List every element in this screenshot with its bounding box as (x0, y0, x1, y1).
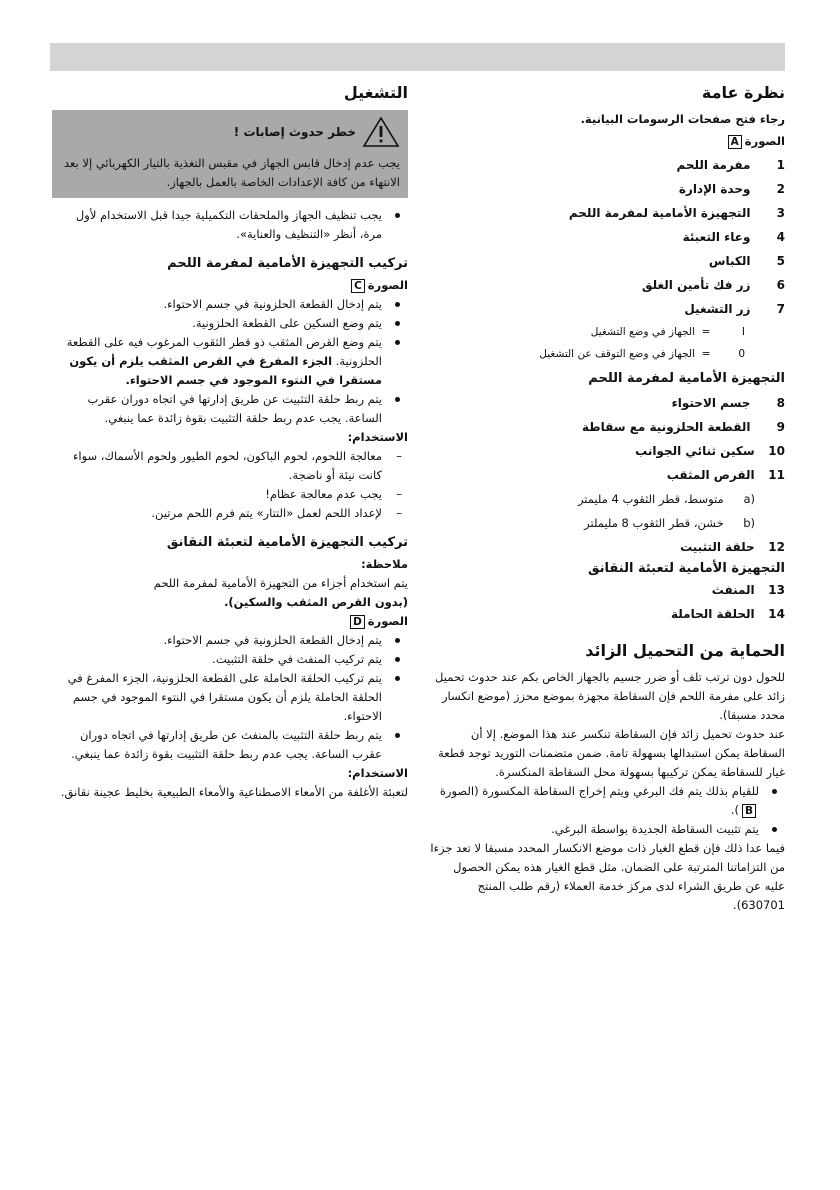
figure-a-label: الصورةA (430, 132, 785, 151)
item-12 (430, 535, 785, 559)
list-item: – معالجة اللحوم، لحوم الباكون، لحوم الطيور ولحوم الأسماك، سواء كانت نيئة أو ناضجة. (52, 447, 408, 485)
list-item: 3 التجهيزة الأمامية لمفرمة اللحم (568, 206, 785, 220)
list-item: يتم وضع القرص المثقب ذو قطر الثقوب المرغوب فيه على القطعة الحلزونية. الجزء المفرغ في القرص المثقب يلزم أن يكون مستقرا في النتوء الموجود في جسم الاحتواء. (52, 333, 408, 390)
list-item: 12 حلقة التثبيت (680, 540, 785, 554)
overview-title: نظرة عامة (701, 83, 785, 102)
figure-d-box: D (350, 615, 365, 629)
list-item: 9 القطعة الحلزونية مع سقاطة (582, 420, 785, 434)
disc-option-a: a) متوسط، قطر الثقوب 4 مليمتر (577, 492, 755, 506)
list-item: – لإعداد اللحم لعمل «التتار» يتم فرم اللحم مرتين. (52, 504, 408, 523)
overload-title: الحماية من التحميل الزائد (585, 641, 785, 660)
overload-p3: فيما عدا ذلك فإن قطع الغيار ذات موضع الانكسار المحدد مسبقا لا تعد جزءا من التزاماتنا المترتبة على الضمان. مثل قطع الغيار هذه يمكن الحصول عليه عن طريق الشراء لدى مركز خدمة العملاء (رقم طلب المنتج 630701). (430, 841, 785, 912)
list-item: يتم تركيب الحلقة الحاملة على القطعة الحلزونية، الجزء المفرغ في الحلقة الحاملة يلزم أن يكون مستقرا في النتوء الموجود في جسم الاحتواء. (52, 669, 408, 726)
list-item: 2 وحدة الإدارة (678, 182, 785, 196)
list-item: يتم ربط حلقة التثبيت بالمنفث عن طريق إدارتها في اتجاه دوران عقرب الساعة. يجب عدم ربط حلقة التثبيت بقوة زائدة عما ينبغي. (52, 726, 408, 764)
list-item: 11 القرص المثقب (666, 468, 785, 482)
sausage-parts-list (430, 578, 785, 626)
grinder-parts-list (430, 391, 785, 487)
grinder-usage (52, 447, 408, 523)
sausage-steps (52, 631, 408, 764)
note-label: ملاحظة: (361, 557, 408, 571)
overload-steps (430, 782, 785, 839)
figure-c-box: C (351, 279, 365, 293)
disc-option-b: b) خشن، قطر الثقوب 8 مليملتر (584, 516, 755, 530)
list-item: 7 زر التشغيل (684, 302, 785, 316)
switch-state-off: 0 = الجهاز في وضع التوقف عن التشغيل (539, 348, 745, 360)
note-text: يتم استخدام أجزاء من التجهيزة الأمامية لمفرمة اللحم (153, 576, 408, 590)
note-bold: (بدون القرص المثقب والسكين). (224, 595, 408, 609)
list-item: يتم تثبيت السقاطة الجديدة بواسطة البرغي. (430, 820, 785, 839)
right-column (430, 82, 785, 915)
warning-box (52, 110, 408, 198)
overview-intro: رجاء فتح صفحات الرسومات البيانية. (580, 112, 785, 126)
grinder-steps (52, 295, 408, 428)
list-item: 1 مفرمة اللحم (676, 158, 785, 172)
left-column (52, 82, 408, 802)
warning-title: خطر حدوث إصابات ! (233, 125, 356, 139)
list-item: 10 سكين ثنائي الجوانب (635, 444, 785, 458)
sausage-assembly-title: تركيب التجهيزة الأمامية لتعبئة النقانق (166, 535, 408, 550)
header-bar (50, 43, 785, 71)
operation-title: التشغيل (343, 83, 408, 102)
list-item: يتم إدخال القطعة الحلزونية في جسم الاحتواء. (52, 295, 408, 314)
figure-b-box: B (742, 804, 756, 818)
list-item: يجب تنظيف الجهاز والملحقات التكميلية جيدا قبل الاستخدام لأول مرة، أنظر «التنظيف والعناية». (52, 206, 408, 244)
list-item: يتم إدخال القطعة الحلزونية في جسم الاحتواء. (52, 631, 408, 650)
overload-p1: للحول دون ترتب تلف أو ضرر جسيم بالجهاز الخاص بكم عند حدوث تحميل زائد على مفرمة اللحم فإن السقاطة مجهزة بموضع محزز (موضع انكسار محدد مسبقا). (435, 670, 785, 722)
list-item: 5 الكباس (708, 254, 785, 268)
overview-list (430, 153, 785, 321)
figure-a-box: A (728, 135, 742, 149)
warning-text: يجب عدم إدخال قابس الجهاز في مقبس التغذية بالتيار الكهربائي إلا بعد الانتهاء من كافة الإعدادات الخاصة بالعمل بالجهاز. (63, 156, 400, 189)
list-item: يتم وضع السكين على القطعة الحلزونية. (52, 314, 408, 333)
list-item: 8 جسم الاحتواء (671, 396, 785, 410)
list-item: 4 وعاء التعبئة (682, 230, 785, 244)
sausage-usage-label: الاستخدام: (347, 766, 408, 780)
switch-state-on: I = الجهاز في وضع التشغيل (590, 326, 745, 338)
grinder-attachment-heading: التجهيزة الأمامية لمفرمة اللحم (588, 371, 785, 386)
list-item: 6 زر فك تأمين الغلق (641, 278, 785, 292)
figure-c-label: الصورةC (52, 276, 408, 295)
sausage-usage-text: لتعبئة الأغلفة من الأمعاء الاصطناعية والأمعاء الطبيعية بخليط عجينة نقانق. (60, 785, 408, 799)
list-item: 14 الحلقة الحاملة (671, 607, 785, 621)
list-item: يتم ربط حلقة التثبيت عن طريق إدارتها في اتجاه دوران عقرب الساعة. يجب عدم ربط حلقة التثبيت بقوة زائدة عما ينبغي. (52, 390, 408, 428)
grinder-assembly-title: تركيب التجهيزة الأمامية لمفرمة اللحم (167, 256, 408, 271)
list-item: – يجب عدم معالجة عظام! (52, 485, 408, 504)
figure-d-label: الصورةD (52, 612, 408, 631)
warning-triangle-icon (362, 116, 400, 148)
list-item: 13 المنفث (711, 583, 785, 597)
sausage-attachment-heading: التجهيزة الأمامية لتعبئة النقانق (587, 561, 785, 576)
list-item: يتم تركيب المنفث في حلقة التثبيت. (52, 650, 408, 669)
list-item: للقيام بذلك يتم فك البرغي ويتم إخراج السقاطة المكسورة (الصورةB). (430, 782, 785, 820)
overload-p2: عند حدوث تحميل زائد فإن السقاطة تنكسر عند هذا الموضع. إلا أن السقاطة يمكن استبدالها بسهولة تامة. ضمن متضمنات التوريد توجد قطعة غيار للسقاطة يمكن تركيبها بسهولة محل السقاطة المنكسرة. (438, 727, 785, 779)
cleaning-note (52, 206, 408, 244)
usage-label: الاستخدام: (347, 430, 408, 444)
